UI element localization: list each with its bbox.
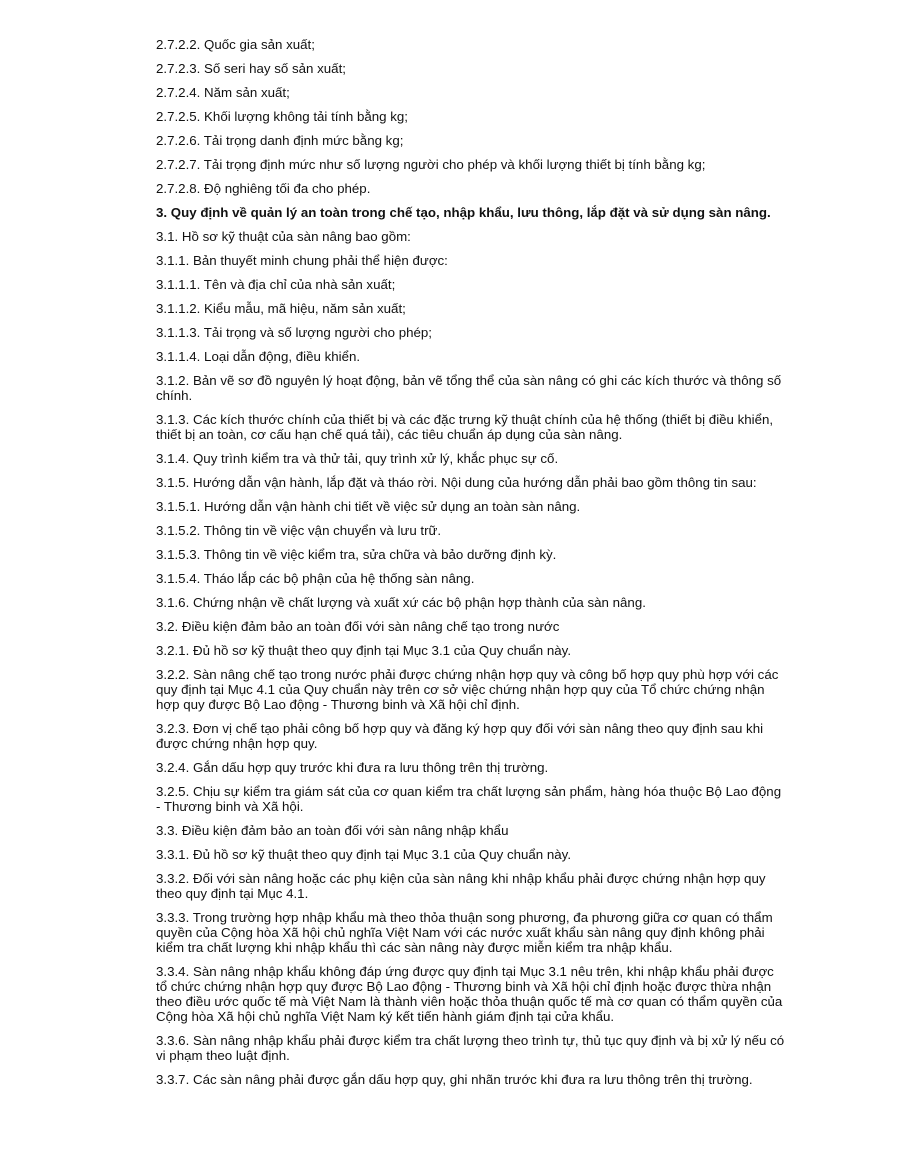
document-paragraph: 3.2.2. Sàn nâng chế tạo trong nước phải được chứng nhận hợp quy và công bố hợp quy phù hợp với các quy định tại Mục 4.1 của Quy chuẩn này trên cơ sở việc chứng nhận hợp quy của Tổ chức chứng nhận hợp quy được Bộ Lao động - Thương binh và Xã hội chỉ định. [156, 667, 779, 712]
document-paragraph: 2.7.2.8. Độ nghiêng tối đa cho phép. [156, 181, 371, 196]
document-paragraph: 3.1.2. Bản vẽ sơ đồ nguyên lý hoạt động, bản vẽ tổng thể của sàn nâng có ghi các kích thước và thông số chính. [156, 373, 782, 403]
section-heading: 3. Quy định về quản lý an toàn trong chế tạo, nhập khẩu, lưu thông, lắp đặt và sử dụng sàn nâng. [156, 205, 771, 220]
document-paragraph: 2.7.2.5. Khối lượng không tải tính bằng kg; [156, 109, 408, 124]
document-paragraph: 3.1.1.2. Kiểu mẫu, mã hiệu, năm sản xuất; [156, 301, 406, 316]
document-paragraph: 2.7.2.3. Số seri hay số sản xuất; [156, 61, 346, 76]
document-paragraph: 3.1.6. Chứng nhận về chất lượng và xuất xứ các bộ phận hợp thành của sàn nâng. [156, 595, 646, 610]
document-paragraph: 3.1.4. Quy trình kiểm tra và thử tải, quy trình xử lý, khắc phục sự cố. [156, 451, 559, 466]
document-paragraph: 3.1.5.4. Tháo lắp các bộ phận của hệ thống sàn nâng. [156, 571, 475, 586]
document-paragraph: 3.2.4. Gắn dấu hợp quy trước khi đưa ra lưu thông trên thị trường. [156, 760, 549, 775]
document-paragraph: 3.2.1. Đủ hồ sơ kỹ thuật theo quy định tại Mục 3.1 của Quy chuẩn này. [156, 643, 572, 658]
document-paragraph: 3.1.5.2. Thông tin về việc vận chuyển và lưu trữ. [156, 523, 442, 538]
document-paragraph: 2.7.2.6. Tải trọng danh định mức bằng kg; [156, 133, 404, 148]
document-paragraph: 3.2.5. Chịu sự kiểm tra giám sát của cơ quan kiểm tra chất lượng sản phẩm, hàng hóa thuộc Bộ Lao động - Thương binh và Xã hội. [156, 784, 782, 814]
document-paragraph: 3.3. Điều kiện đảm bảo an toàn đối với sàn nâng nhập khẩu [156, 823, 509, 838]
document-paragraph: 3.1.1.4. Loại dẫn động, điều khiển. [156, 349, 361, 364]
document-paragraph: 3.3.1. Đủ hồ sơ kỹ thuật theo quy định tại Mục 3.1 của Quy chuẩn này. [156, 847, 572, 862]
document-paragraph: 3.1.1.1. Tên và địa chỉ của nhà sản xuất; [156, 277, 396, 292]
document-paragraph: 3.1. Hồ sơ kỹ thuật của sàn nâng bao gồm: [156, 229, 411, 244]
document-paragraph: 3.1.5.1. Hướng dẫn vận hành chi tiết về việc sử dụng an toàn sàn nâng. [156, 499, 581, 514]
document-paragraph: 3.2. Điều kiện đảm bảo an toàn đối với sàn nâng chế tạo trong nước [156, 619, 560, 634]
document-paragraph: 3.1.5.3. Thông tin về việc kiểm tra, sửa chữa và bảo dưỡng định kỳ. [156, 547, 557, 562]
document-paragraph: 3.2.3. Đơn vị chế tạo phải công bố hợp quy và đăng ký hợp quy đối với sàn nâng theo quy định sau khi được chứng nhận hợp quy. [156, 721, 764, 751]
document-paragraph: 3.3.3. Trong trường hợp nhập khẩu mà theo thỏa thuận song phương, đa phương giữa cơ quan có thẩm quyền của Cộng hòa Xã hội chủ nghĩa Việt Nam với các nước xuất khẩu sàn nâng quy định không phải kiểm tra chất lượng khi nhập khẩu thì các sàn nâng này được miễn kiểm tra nhập khẩu. [156, 910, 773, 955]
document-paragraph: 3.3.6. Sàn nâng nhập khẩu phải được kiểm tra chất lượng theo trình tự, thủ tục quy định và bị xử lý nếu có vi phạm theo luật định. [156, 1033, 785, 1063]
document-paragraph: 3.3.4. Sàn nâng nhập khẩu không đáp ứng được quy định tại Mục 3.1 nêu trên, khi nhập khẩu phải được tổ chức chứng nhận hợp quy được Bộ Lao động - Thương binh và Xã hội chỉ định hoặc được thừa nhận theo điều ước quốc tế mà Việt Nam là thành viên hoặc thỏa thuận quốc tế mà cơ quan có thẩm quyền của Cộng hòa Xã hội chủ nghĩa Việt Nam ký kết tiến hành giám định tại cửa khẩu. [156, 964, 783, 1024]
document-paragraph: 3.3.7. Các sàn nâng phải được gắn dấu hợp quy, ghi nhãn trước khi đưa ra lưu thông trên thị trường. [156, 1072, 753, 1087]
document-paragraph: 3.1.3. Các kích thước chính của thiết bị và các đặc trưng kỹ thuật chính của hệ thống (thiết bị điều khiển, thiết bị an toàn, cơ cấu hạn chế quá tải), các tiêu chuẩn áp dụng của sàn nâng. [156, 412, 774, 442]
document-paragraph: 3.3.2. Đối với sàn nâng hoặc các phụ kiện của sàn nâng khi nhập khẩu phải được chứng nhận hợp quy theo quy định tại Mục 4.1. [156, 871, 766, 901]
document-paragraph: 3.1.5. Hướng dẫn vận hành, lắp đặt và tháo rời. Nội dung của hướng dẫn phải bao gồm thông tin sau: [156, 475, 757, 490]
document-paragraph: 2.7.2.7. Tải trọng định mức như số lượng người cho phép và khối lượng thiết bị tính bằng kg; [156, 157, 706, 172]
document-paragraph: 3.1.1. Bản thuyết minh chung phải thể hiện được: [156, 253, 448, 268]
document-paragraph: 3.1.1.3. Tải trọng và số lượng người cho phép; [156, 325, 432, 340]
document-paragraph: 2.7.2.2. Quốc gia sản xuất; [156, 37, 315, 52]
document-paragraph: 2.7.2.4. Năm sản xuất; [156, 85, 290, 100]
